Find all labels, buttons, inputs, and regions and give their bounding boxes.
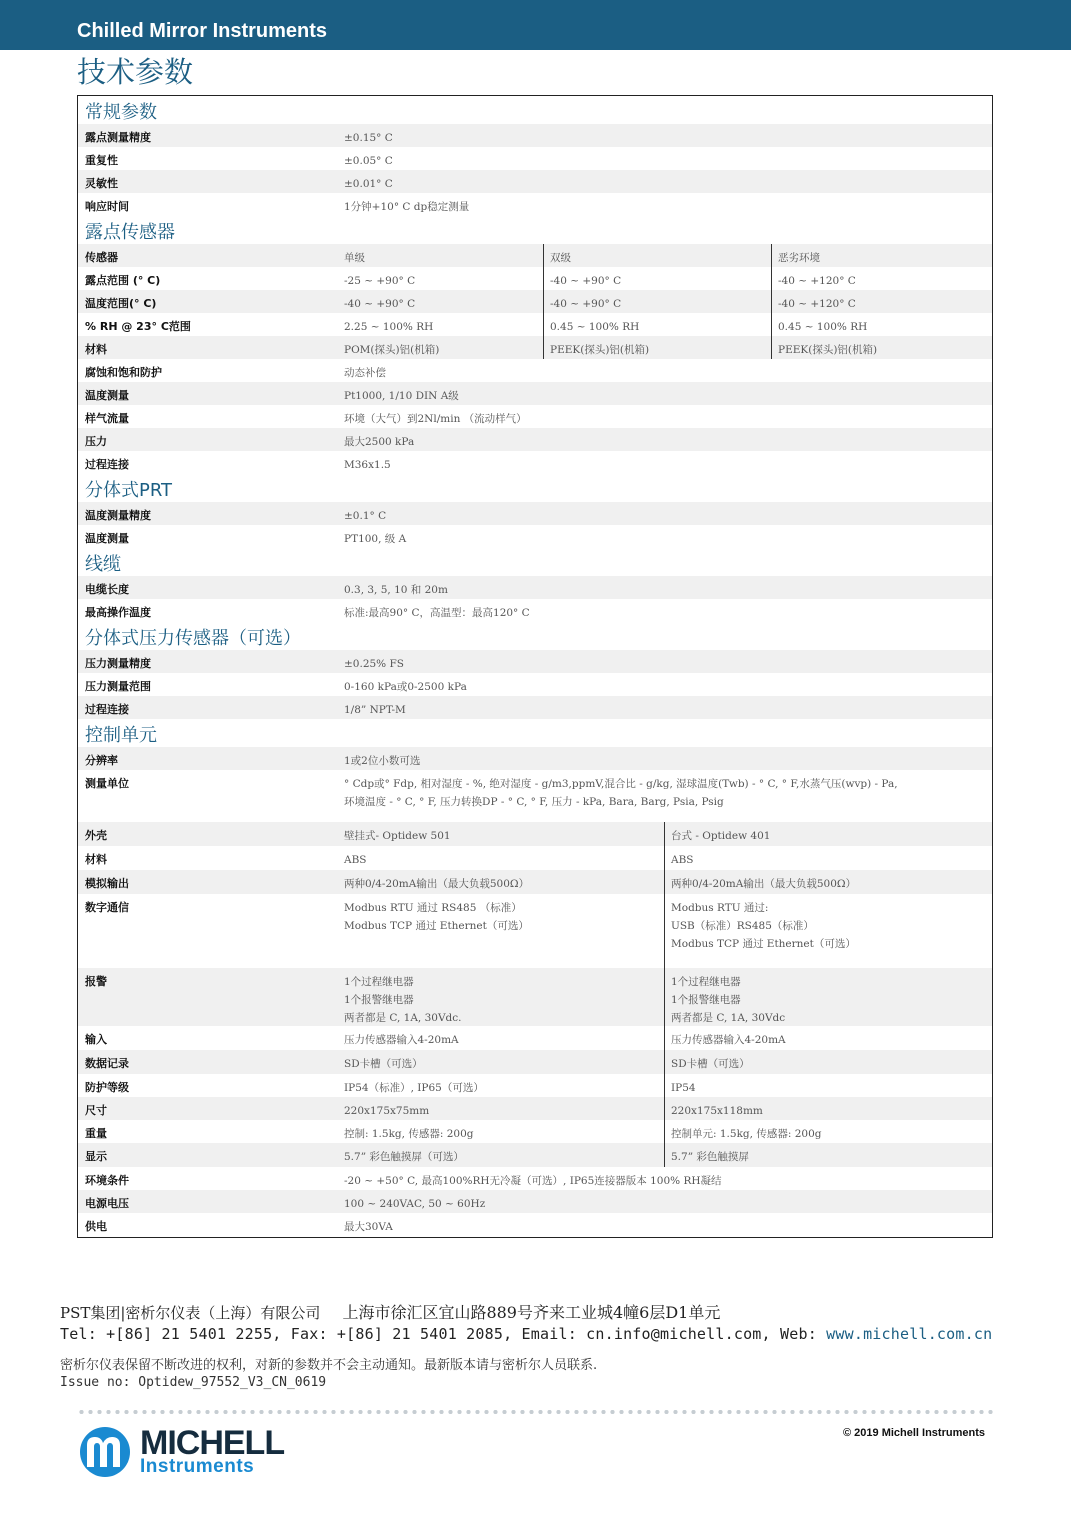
spec-value: M36x1.5 [344,459,391,471]
column-divider [771,336,772,359]
spec-value: ±0.01° C [344,178,393,190]
spec-value: 1分钟+10° C dp稳定测量 [344,201,470,213]
spec-row [78,968,992,1026]
spec-value: 最大30VA [344,1221,393,1233]
spec-row [78,673,992,696]
spec-value: -40 ~ +120° C [778,298,856,310]
spec-value: 5.7” 彩色触摸屏（可选） [344,1151,464,1163]
column-divider [664,846,665,870]
logo-wordmark: MICHELL [140,1424,285,1462]
column-divider [664,1026,665,1050]
column-divider [771,244,772,267]
spec-label: 压力 [85,435,107,448]
spec-value: SD卡槽（可选） [344,1058,423,1070]
spec-row [78,525,992,548]
column-divider [543,267,544,290]
column-divider [771,267,772,290]
spec-label: 报警 [85,975,107,988]
spec-label: 模拟输出 [85,877,129,890]
spec-label: 材料 [85,343,107,356]
spec-value: IP54 [671,1082,696,1094]
spec-value: 5.7” 彩色触摸屏 [671,1151,749,1163]
company-name: PST集团|密析尔仪表（上海）有限公司 [60,1304,321,1322]
spec-label: 分辨率 [85,754,118,767]
spec-value: 控制: 1.5kg, 传感器: 200g [344,1128,474,1140]
section-title: 常规参数 [85,102,157,123]
spec-value: 壁挂式- Optidew 501 [344,830,451,842]
section-title: 分体式PRT [85,480,173,501]
spec-row [78,313,992,336]
spec-label: 尺寸 [85,1104,107,1117]
spec-value: ±0.25% FS [344,658,404,670]
spec-value: -40 ~ +120° C [778,275,856,287]
column-divider [664,1097,665,1120]
company-address: 上海市徐汇区宜山路889号齐来工业城4幢6层D1单元 [342,1303,721,1322]
spec-label: 温度范围(° C) [85,297,157,310]
spec-row [78,1190,992,1213]
spec-value: PEEK(探头)铝(机箱) [778,344,878,356]
spec-value: 压力传感器输入4-20mA [344,1034,459,1046]
spec-row [78,696,992,719]
spec-label: % RH @ 23° C范围 [85,320,191,333]
spec-value: ±0.15° C [344,132,393,144]
spec-value: 2.25 ~ 100% RH [344,321,434,333]
spec-label: 过程连接 [85,703,129,716]
spec-value: 1个过程继电器 1个报警继电器 两者都是 C, 1A, 30Vdc [671,976,786,1024]
spec-value: 恶劣环境 [778,252,820,264]
footer-notice: 密析尔仪表保留不断改进的权利，对新的参数并不会主动通知。最新版本请与密析尔人员联系. [60,1358,598,1373]
column-divider [543,244,544,267]
spec-value: -40 ~ +90° C [344,298,416,310]
column-divider [664,1143,665,1167]
spec-value: 220x175x75mm [344,1105,430,1117]
spec-row [78,359,992,382]
spec-row [78,846,992,870]
spec-label: 电缆长度 [85,583,129,596]
spec-value: IP54（标准）, IP65（可选） [344,1082,484,1094]
spec-row [78,1213,992,1236]
spec-row [78,1026,992,1050]
spec-row [78,170,992,193]
spec-value: 1或2位小数可选 [344,755,421,767]
section-title: 线缆 [85,554,121,575]
spec-row [78,147,992,170]
dotted-divider [77,1410,997,1414]
issue-number: Issue no: Optidew_97552_V3_CN_0619 [60,1375,327,1390]
spec-row [78,290,992,313]
spec-value: Pt1000, 1/10 DIN A级 [344,390,459,402]
spec-label: 环境条件 [85,1174,129,1187]
spec-value: 台式 - Optidew 401 [671,830,771,842]
spec-value: ABS [671,854,694,866]
spec-label: 供电 [85,1220,107,1233]
column-divider [543,336,544,359]
spec-row [78,1097,992,1120]
spec-value: PT100, 级 A [344,533,407,545]
spec-value: 压力传感器输入4-20mA [671,1034,786,1046]
spec-value: ±0.1° C [344,510,387,522]
spec-row [78,451,992,474]
section-heading [78,548,992,576]
spec-value: 控制单元: 1.5kg, 传感器: 200g [671,1128,822,1140]
spec-value: 双级 [550,252,571,264]
column-divider [664,1120,665,1143]
spec-row [78,894,992,968]
spec-row [78,870,992,894]
spec-row [78,822,992,846]
spec-value: 环境（大气）到2Nl/min （流动样气） [344,413,527,425]
spec-value: 100 ~ 240VAC, 50 ~ 60Hz [344,1198,486,1210]
spec-label: 测量单位 [85,777,129,790]
spec-row [78,267,992,290]
spec-label: 过程连接 [85,458,129,471]
spec-value: 0.45 ~ 100% RH [550,321,640,333]
spec-label: 重量 [85,1127,107,1140]
spec-value: ±0.05° C [344,155,393,167]
contact-info: Tel: +[86] 21 5401 2255, Fax: +[86] 21 5401 2085, Email: cn.info@michell.com, Web: [60,1325,827,1343]
spec-value: 1个过程继电器 1个报警继电器 两者都是 C, 1A, 30Vdc. [344,976,462,1024]
spec-value: POM(探头)铝(机箱) [344,344,440,356]
spec-label: 温度测量 [85,389,129,402]
spec-label: 响应时间 [85,200,129,213]
spec-label: 压力测量范围 [85,680,151,693]
section-title: 分体式压力传感器（可选） [85,628,301,649]
spec-row [78,382,992,405]
spec-value: -25 ~ +90° C [344,275,416,287]
spec-value: 220x175x118mm [671,1105,763,1117]
header-bar [0,0,1071,50]
column-divider [664,822,665,846]
spec-value: 1/8” NPT-M [344,704,406,716]
spec-value: Modbus RTU 通过: USB（标准）RS485（标准） Modbus TCP 通过 Ethernet（可选） [671,902,856,950]
spec-value: 两种0/4-20mA输出（最大负载500Ω） [344,878,530,890]
spec-row [78,124,992,147]
spec-row [78,747,992,770]
section-heading [78,216,992,244]
spec-value: ABS [344,854,367,866]
spec-label: 显示 [85,1150,107,1163]
page-title: 技术参数 [77,55,194,89]
spec-row [78,1167,992,1190]
spec-value: 单级 [344,252,365,264]
spec-value: 标准:最高90° C，高温型：最高120° C [344,607,530,619]
spec-value: Modbus RTU 通过 RS485 （标准） Modbus TCP 通过 Ethernet（可选） [344,902,529,932]
spec-label: 露点测量精度 [85,131,151,144]
section-heading [78,622,992,650]
section-heading [78,474,992,502]
spec-label: 样气流量 [85,412,129,425]
spec-row [78,1050,992,1074]
spec-value: -20 ~ +50° C, 最高100%RH无冷凝（可选）, IP65连接器版本 100% RH凝结 [344,1175,722,1187]
spec-label: 外壳 [85,829,107,842]
spec-label: 最高操作温度 [85,606,151,619]
spec-row [78,599,992,622]
website-link[interactable]: www.michell.com.cn [826,1325,993,1343]
column-divider [664,870,665,894]
spec-row [78,1143,992,1167]
spec-row [78,1120,992,1143]
spec-row [78,1074,992,1097]
spec-label: 腐蚀和饱和防护 [85,366,162,379]
spec-row [78,428,992,451]
column-divider [543,290,544,313]
footer-contact-line [60,1325,992,1343]
spec-table [77,95,993,1238]
spec-label: 灵敏性 [85,177,118,190]
spec-label: 温度测量精度 [85,509,151,522]
spec-value: 最大2500 kPa [344,436,415,448]
spec-value: 两种0/4-20mA输出（最大负载500Ω） [671,878,857,890]
logo-subtitle: Instruments [140,1456,255,1477]
spec-value: -40 ~ +90° C [550,275,622,287]
column-divider [664,894,665,968]
spec-value: 0-160 kPa或0-2500 kPa [344,681,467,693]
spec-row [78,770,992,822]
spec-label: 温度测量 [85,532,129,545]
spec-label: 输入 [85,1033,107,1046]
spec-label: 电源电压 [85,1197,129,1210]
spec-value: ° Cdp或° Fdp, 相对湿度 - %, 绝对湿度 - g/m3,ppmV,混合比 - g/kg, 湿球温度(Twb) - ° C, ° F,水蒸气压(wvp) - Pa, 环境温度 - ° C, ° F, 压力转换DP - ° C, ° F, 压力 - kPa, Bara, Barg, Psia, Psig [344,778,898,808]
column-divider [771,290,772,313]
footer-company-line [60,1300,720,1323]
spec-row [78,336,992,359]
spec-row [78,576,992,599]
spec-label: 重复性 [85,154,118,167]
column-divider [664,1074,665,1097]
brand-title: Chilled Mirror Instruments [77,20,328,42]
spec-label: 压力测量精度 [85,657,151,670]
spec-label: 材料 [85,853,107,866]
spec-label: 传感器 [85,251,118,264]
column-divider [543,313,544,336]
column-divider [664,1050,665,1074]
spec-value: 动态补偿 [344,367,386,379]
spec-row [78,244,992,267]
spec-value: 0.45 ~ 100% RH [778,321,868,333]
spec-value: -40 ~ +90° C [550,298,622,310]
spec-label: 数据记录 [85,1057,129,1070]
section-heading [78,96,992,124]
copyright-notice: © 2019 Michell Instruments [843,1427,985,1439]
spec-label: 数字通信 [85,901,129,914]
spec-label: 露点范围 (° C) [85,274,161,287]
section-title: 露点传感器 [85,222,175,243]
spec-row [78,193,992,216]
section-heading [78,719,992,747]
section-title: 控制单元 [85,725,157,746]
column-divider [664,968,665,1026]
spec-label: 防护等级 [85,1081,129,1094]
spec-value: PEEK(探头)铝(机箱) [550,344,650,356]
spec-value: SD卡槽（可选） [671,1058,750,1070]
spec-row [78,502,992,525]
spec-row [78,405,992,428]
spec-row [78,650,992,673]
spec-value: 0.3, 3, 5, 10 和 20m [344,584,448,596]
column-divider [771,313,772,336]
